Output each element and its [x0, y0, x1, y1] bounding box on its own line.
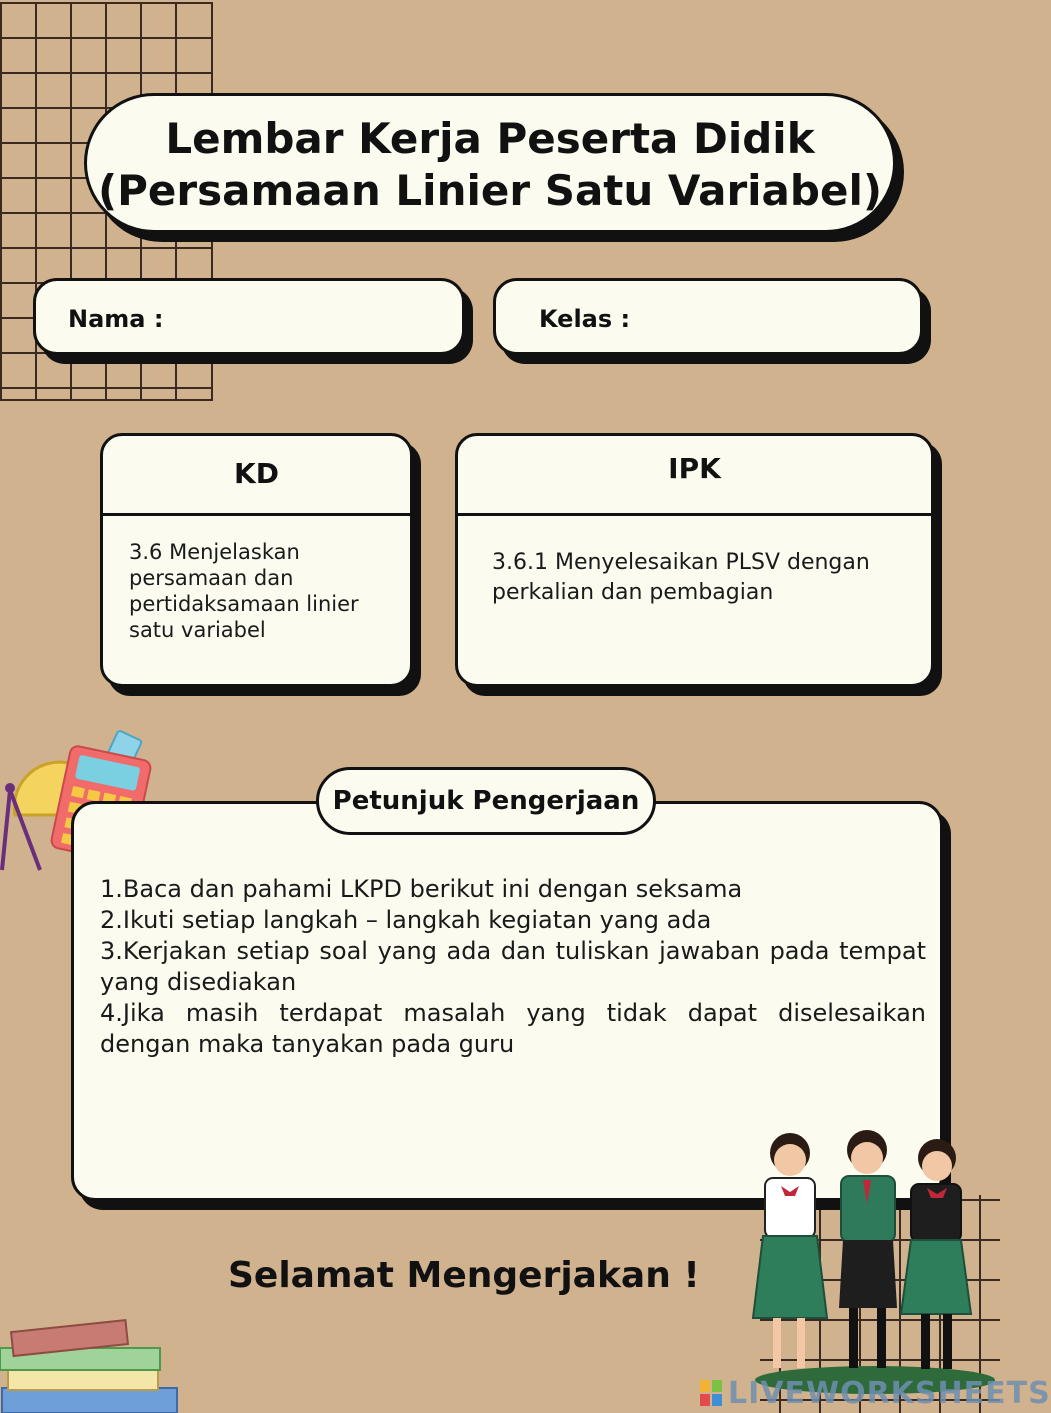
nama-label: Nama : [68, 305, 164, 333]
liveworksheets-logo [700, 1380, 722, 1406]
instruction-item: 3.Kerjakan setiap soal yang ada dan tuliskan jawaban pada tempat yang disediakan [100, 937, 926, 996]
nama-field[interactable] [33, 278, 465, 355]
kd-line: persamaan dan [129, 566, 294, 590]
kd-line: 3.6 Menjelaskan [129, 540, 300, 564]
title-card [84, 93, 896, 233]
kd-heading: KD [103, 436, 410, 516]
ipk-card [455, 433, 934, 687]
page-title: Lembar Kerja Peserta Didik [165, 114, 815, 163]
instructions-list [100, 874, 926, 1060]
page-subtitle: (Persamaan Linier Satu Variabel) [97, 166, 883, 215]
kelas-field[interactable] [493, 278, 923, 355]
kd-line: satu variabel [129, 618, 266, 642]
kd-text [129, 539, 389, 643]
ipk-line: perkalian dan pembagian [492, 580, 774, 605]
kd-line: pertidaksamaan linier [129, 592, 359, 616]
instructions-heading: Petunjuk Pengerjaan [316, 767, 656, 835]
instruction-item: 1.Baca dan pahami LKPD berikut ini dengan seksama [100, 875, 743, 903]
instruction-item: 4.Jika masih terdapat masalah yang tidak dapat diselesaikan dengan maka tanyakan pada guru [100, 999, 926, 1058]
kelas-label: Kelas : [539, 305, 631, 333]
ipk-line: 3.6.1 Menyelesaikan PLSV dengan [492, 550, 870, 575]
watermark-text: LIVEWORKSHEETS [728, 1376, 1051, 1411]
instruction-item: 2.Ikuti setiap langkah – langkah kegiatan yang ada [100, 906, 712, 934]
ipk-heading: IPK [458, 436, 931, 516]
closing-message: Selamat Mengerjakan ! [228, 1255, 700, 1296]
students-illustration [745, 1128, 1000, 1388]
ipk-text [492, 548, 922, 608]
kd-card [100, 433, 413, 687]
books-icon [0, 1318, 190, 1413]
